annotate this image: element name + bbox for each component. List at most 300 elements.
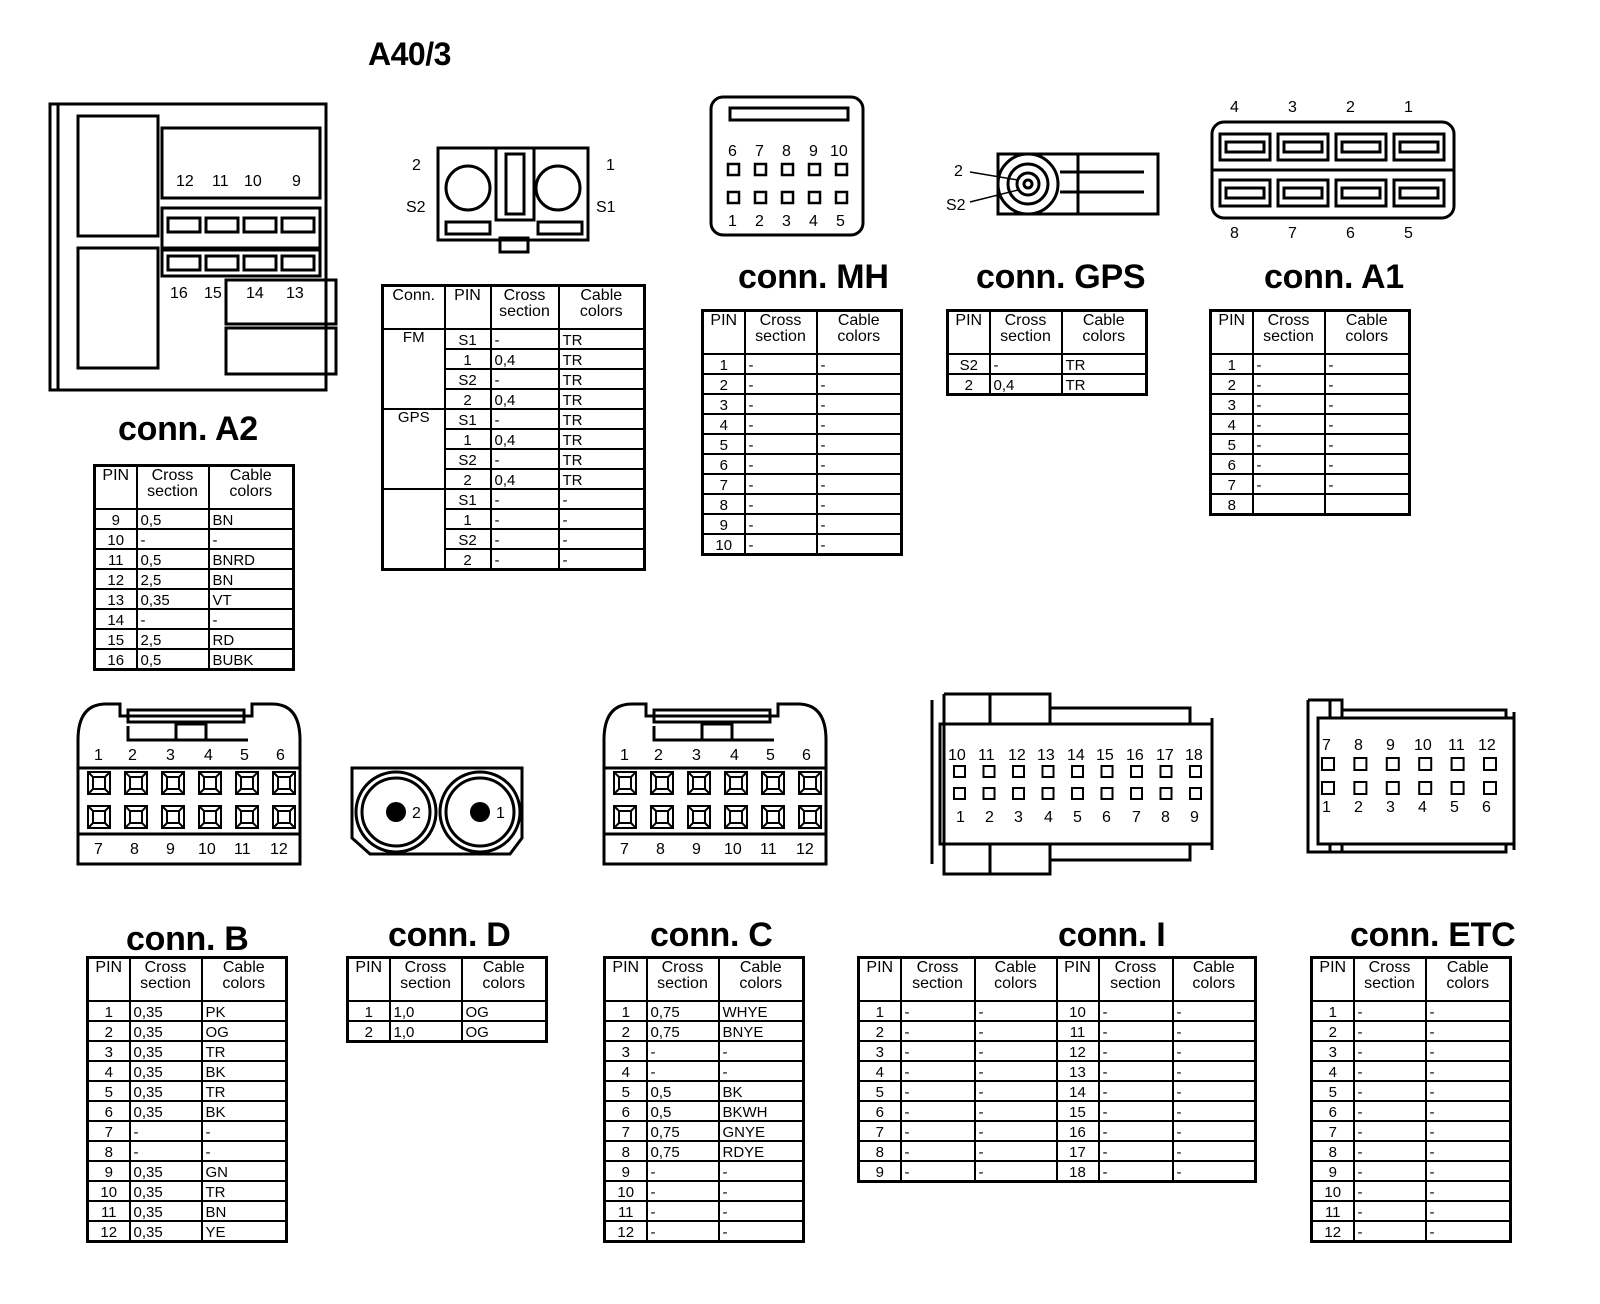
col-conn-header: Conn. — [383, 286, 445, 330]
pin-socket-inner — [167, 811, 179, 823]
cross-section-cell — [1253, 494, 1325, 515]
table-row — [859, 1121, 1256, 1141]
i-pin-label-6: 6 — [1102, 809, 1111, 826]
pin-socket-inner — [804, 777, 816, 789]
col-cross-header: Cross section — [491, 286, 559, 330]
pin-cell: 2 — [859, 1021, 901, 1041]
pin-socket — [1354, 758, 1366, 770]
conn-d-title: conn. D — [388, 916, 511, 954]
cross-section-cell: - — [1354, 1101, 1426, 1121]
a1-pin-label-2: 2 — [1346, 99, 1355, 116]
fmgps-label-2: 2 — [412, 157, 421, 174]
cable-color-cell: TR — [559, 469, 645, 489]
cross-section-cell: - — [1354, 1201, 1426, 1221]
cross-section-cell: - — [745, 434, 817, 454]
i-pin-label-2: 2 — [985, 809, 994, 826]
table-row — [95, 509, 294, 529]
pin-cell: 3 — [88, 1041, 130, 1061]
pin-socket — [1419, 758, 1431, 770]
pin-socket-inner — [278, 811, 290, 823]
cross-section-cell: 0,4 — [491, 469, 559, 489]
cross-section-cell: 0,5 — [137, 509, 209, 529]
col-colors-header: Cable colors — [817, 311, 902, 355]
cable-color-cell: YE — [202, 1221, 287, 1242]
table-row — [88, 1001, 287, 1021]
cable-color-cell: - — [1426, 1101, 1511, 1121]
col-pin-header: PIN — [88, 958, 130, 1002]
i-pin-label-10: 10 — [948, 747, 966, 764]
cable-color-cell: - — [1426, 1221, 1511, 1242]
pin-cell: 14 — [1057, 1081, 1099, 1101]
cross-section-cell: - — [901, 1021, 975, 1041]
pin-cell: 7 — [88, 1121, 130, 1141]
cable-color-cell: - — [1426, 1021, 1511, 1041]
table-row — [605, 1041, 804, 1061]
pin-cell: 4 — [1211, 414, 1253, 434]
pin-cell: 10 — [605, 1181, 647, 1201]
a2-pin-label-9: 9 — [292, 173, 301, 190]
table-row — [948, 374, 1147, 395]
table-row — [703, 434, 902, 454]
pin-cell: 13 — [1057, 1061, 1099, 1081]
table-row — [88, 1061, 287, 1081]
table-row — [88, 1201, 287, 1221]
b-pin-label-2: 2 — [128, 747, 137, 764]
pin-cell: 1 — [88, 1001, 130, 1021]
pin-socket-inner — [693, 777, 705, 789]
pin-cell: S1 — [445, 489, 491, 509]
c-pin-label-3: 3 — [692, 747, 701, 764]
pin-cell: 11 — [88, 1201, 130, 1221]
conn-i-title: conn. I — [1058, 916, 1166, 954]
table-row — [703, 394, 902, 414]
cross-section-cell: - — [491, 489, 559, 509]
conn-gps-drawing — [948, 146, 1168, 226]
cross-section-cell: 0,35 — [130, 1041, 202, 1061]
cross-section-cell: - — [1354, 1221, 1426, 1242]
cable-color-cell: BKWH — [719, 1101, 804, 1121]
cable-color-cell: BNYE — [719, 1021, 804, 1041]
pin-cell: 2 — [1312, 1021, 1354, 1041]
cross-section-cell: 0,4 — [491, 389, 559, 409]
table-row — [1211, 454, 1410, 474]
cable-color-cell: GN — [202, 1161, 287, 1181]
pin-cell: 2 — [605, 1021, 647, 1041]
table-row — [88, 1101, 287, 1121]
table-row — [348, 1021, 547, 1042]
cable-color-cell: - — [1325, 434, 1410, 454]
pin-cell: 12 — [1057, 1041, 1099, 1061]
cable-color-cell: BK — [202, 1101, 287, 1121]
table-row — [859, 1001, 1256, 1021]
table-row — [1312, 1041, 1511, 1061]
pin-cell: 2 — [948, 374, 990, 395]
b-pin-label-8: 8 — [130, 841, 139, 858]
pin-cell: S2 — [445, 449, 491, 469]
cable-color-cell: - — [719, 1181, 804, 1201]
table-row — [703, 534, 902, 555]
pin-socket-inner — [804, 811, 816, 823]
pin-cell: 1 — [1312, 1001, 1354, 1021]
cable-color-cell: BN — [209, 509, 294, 529]
pin-socket — [1072, 788, 1083, 799]
table-row — [1312, 1081, 1511, 1101]
table-row — [859, 1041, 1256, 1061]
pin-socket — [1072, 766, 1083, 777]
b-pin-label-3: 3 — [166, 747, 175, 764]
pin-cell: 6 — [88, 1101, 130, 1121]
i-pin-label-16: 16 — [1126, 747, 1144, 764]
cross-section-cell: - — [745, 514, 817, 534]
pin-cell: 2 — [88, 1021, 130, 1041]
conn-i-drawing — [930, 688, 1220, 880]
pin-cell: 4 — [703, 414, 745, 434]
conn-gps-title: conn. GPS — [976, 258, 1146, 296]
table-row — [383, 489, 645, 509]
c-pin-label-10: 10 — [724, 841, 742, 858]
cable-color-cell: - — [719, 1161, 804, 1181]
cross-section-cell: - — [901, 1101, 975, 1121]
pin-cell: 9 — [1312, 1161, 1354, 1181]
cable-color-cell: - — [1173, 1081, 1256, 1101]
conn-a1-title: conn. A1 — [1264, 258, 1404, 296]
table-row — [859, 1021, 1256, 1041]
cross-section-cell: - — [901, 1161, 975, 1182]
pin-socket-inner — [767, 811, 779, 823]
b-pin-label-1: 1 — [94, 747, 103, 764]
pin-socket-inner — [278, 777, 290, 789]
cross-section-cell: - — [130, 1141, 202, 1161]
c-pin-label-4: 4 — [730, 747, 739, 764]
pin-cell: 9 — [95, 509, 137, 529]
cross-section-cell: 0,35 — [130, 1181, 202, 1201]
cross-section-cell: 0,4 — [990, 374, 1062, 395]
b-pin-label-11: 11 — [234, 841, 251, 858]
cable-color-cell: - — [1325, 454, 1410, 474]
c-pin-label-5: 5 — [766, 747, 775, 764]
cross-section-cell: - — [1354, 1061, 1426, 1081]
cross-section-cell: 0,4 — [491, 349, 559, 369]
etc-pin-label-8: 8 — [1354, 737, 1363, 754]
cross-section-cell: 0,35 — [130, 1021, 202, 1041]
col-pin-header: PIN — [859, 958, 901, 1002]
col-pin-header: PIN — [703, 311, 745, 355]
pin-cell: 2 — [1211, 374, 1253, 394]
pin-cell: 8 — [1211, 494, 1253, 515]
a2-pin-label-14: 14 — [246, 285, 264, 302]
d-pin-label-1: 1 — [496, 805, 505, 822]
pin-cell: 6 — [605, 1101, 647, 1121]
pin-cell: 1 — [445, 349, 491, 369]
table-row — [605, 1081, 804, 1101]
cross-section-cell: 0,5 — [137, 649, 209, 670]
cable-color-cell: TR — [202, 1041, 287, 1061]
col-cross-header: Cross section — [990, 311, 1062, 355]
table-row — [1211, 374, 1410, 394]
pin-cell: 11 — [1312, 1201, 1354, 1221]
pin-socket-inner — [730, 811, 742, 823]
pin-socket — [1190, 788, 1201, 799]
cross-section-cell: - — [130, 1121, 202, 1141]
pin-cell: 3 — [605, 1041, 647, 1061]
cross-section-cell: - — [647, 1201, 719, 1221]
table-row — [1211, 354, 1410, 374]
gps-label-s2: S2 — [946, 197, 966, 214]
table-row — [605, 1201, 804, 1221]
b-pin-label-12: 12 — [270, 841, 288, 858]
cross-section-cell: - — [1253, 474, 1325, 494]
pin-socket — [1452, 758, 1464, 770]
pin-socket — [1131, 766, 1142, 777]
etc-pin-label-6: 6 — [1482, 799, 1491, 816]
table-row — [95, 629, 294, 649]
cross-section-cell: - — [1354, 1181, 1426, 1201]
pin-cell: 4 — [88, 1061, 130, 1081]
pin-cell: 7 — [1211, 474, 1253, 494]
cable-color-cell: - — [817, 434, 902, 454]
cable-color-cell: - — [817, 514, 902, 534]
pin-cell: 17 — [1057, 1141, 1099, 1161]
pin-cell: S2 — [948, 354, 990, 374]
pin-socket — [984, 766, 995, 777]
table-row — [88, 1021, 287, 1041]
cable-color-cell: - — [202, 1121, 287, 1141]
pin-socket — [1161, 766, 1172, 777]
pin-cell: 1 — [703, 354, 745, 374]
col-cross-header: Cross section — [137, 466, 209, 510]
cross-section-cell: - — [647, 1061, 719, 1081]
pin-cell: 2 — [445, 469, 491, 489]
pin-cell: 8 — [88, 1141, 130, 1161]
cross-section-cell: 0,35 — [137, 589, 209, 609]
pin-socket — [1043, 788, 1054, 799]
conn-c-title: conn. C — [650, 916, 773, 954]
cable-color-cell: - — [559, 509, 645, 529]
cross-section-cell: - — [1099, 1001, 1173, 1021]
cable-color-cell: - — [719, 1201, 804, 1221]
a2-pin-label-15: 15 — [204, 285, 222, 302]
table-row — [703, 494, 902, 514]
pin-socket-inner — [656, 811, 668, 823]
cross-section-cell: - — [1253, 414, 1325, 434]
conn-a1-drawing — [1210, 94, 1460, 244]
mh-pin-label-2: 2 — [755, 213, 764, 230]
cable-color-cell: BN — [202, 1201, 287, 1221]
etc-pin-label-5: 5 — [1450, 799, 1459, 816]
pin-cell: 6 — [1312, 1101, 1354, 1121]
table-row — [859, 1081, 1256, 1101]
cable-color-cell: - — [1426, 1081, 1511, 1101]
pin-socket-inner — [167, 777, 179, 789]
pin-cell: 7 — [859, 1121, 901, 1141]
i-pin-label-1: 1 — [956, 809, 965, 826]
pin-socket-inner — [656, 777, 668, 789]
cable-color-cell: - — [1426, 1041, 1511, 1061]
cross-section-cell: - — [1099, 1141, 1173, 1161]
mh-pin-label-9: 9 — [809, 143, 818, 160]
cross-section-cell: - — [491, 449, 559, 469]
pin-cell: 4 — [605, 1061, 647, 1081]
conn-mh-title: conn. MH — [738, 258, 889, 296]
cross-section-cell: 0,35 — [130, 1061, 202, 1081]
cable-color-cell: OG — [462, 1001, 547, 1021]
table-row — [703, 354, 902, 374]
conn-mh-drawing — [708, 94, 868, 240]
cross-section-cell: - — [1253, 354, 1325, 374]
cross-section-cell: - — [745, 474, 817, 494]
mh-pin-label-7: 7 — [755, 143, 764, 160]
cross-section-cell: - — [491, 509, 559, 529]
table-row — [1211, 494, 1410, 515]
pin-cell: 5 — [88, 1081, 130, 1101]
a1-pin-label-5: 5 — [1404, 225, 1413, 242]
pin-cell: 1 — [859, 1001, 901, 1021]
i-pin-label-12: 12 — [1008, 747, 1026, 764]
cross-section-cell: 0,35 — [130, 1161, 202, 1181]
cable-color-cell: - — [719, 1061, 804, 1081]
col-pin-header: PIN — [1312, 958, 1354, 1002]
cable-color-cell: OG — [202, 1021, 287, 1041]
col-cross-header: Cross section — [647, 958, 719, 1002]
pin-cell: 15 — [1057, 1101, 1099, 1121]
table-row — [1312, 1141, 1511, 1161]
cable-color-cell: - — [817, 474, 902, 494]
etc-pin-label-2: 2 — [1354, 799, 1363, 816]
c-pin-label-6: 6 — [802, 747, 811, 764]
col-colors-header: Cable colors — [1173, 958, 1256, 1002]
c-pin-label-8: 8 — [656, 841, 665, 858]
pin-cell: 3 — [703, 394, 745, 414]
conn-a2-title: conn. A2 — [118, 410, 258, 448]
cross-section-cell: - — [745, 494, 817, 514]
col-pin-header: PIN — [348, 958, 390, 1002]
table-row — [88, 1181, 287, 1201]
pin-cell: 11 — [605, 1201, 647, 1221]
pin-cell: 10 — [1312, 1181, 1354, 1201]
pin-cell: 7 — [1312, 1121, 1354, 1141]
c-pin-label-2: 2 — [654, 747, 663, 764]
pin-cell: 15 — [95, 629, 137, 649]
cable-color-cell: PK — [202, 1001, 287, 1021]
pin-cell: 1 — [445, 429, 491, 449]
cable-color-cell: - — [209, 529, 294, 549]
conn-a2-drawing — [46, 100, 346, 400]
col-cross-header: Cross section — [901, 958, 975, 1002]
table-row — [1312, 1001, 1511, 1021]
pin-socket — [1190, 766, 1201, 777]
pin-socket — [1387, 782, 1399, 794]
col-pin-header: PIN — [1211, 311, 1253, 355]
cross-section-cell: 0,35 — [130, 1001, 202, 1021]
cross-section-cell: - — [491, 529, 559, 549]
cable-color-cell: - — [817, 494, 902, 514]
cross-section-cell: - — [1099, 1121, 1173, 1141]
cable-color-cell: - — [817, 534, 902, 555]
table-row — [859, 1141, 1256, 1161]
pin-cell: 6 — [859, 1101, 901, 1121]
conn-fmgps-drawing — [406, 146, 630, 256]
cross-section-cell: 0,75 — [647, 1121, 719, 1141]
cross-section-cell: - — [901, 1041, 975, 1061]
fmgps-label-1: 1 — [606, 157, 615, 174]
i-pin-label-9: 9 — [1190, 809, 1199, 826]
cable-color-cell: - — [975, 1141, 1057, 1161]
pin-socket-inner — [241, 811, 253, 823]
pin-socket — [1102, 766, 1113, 777]
table-row — [605, 1221, 804, 1242]
cable-color-cell: BUBK — [209, 649, 294, 670]
cable-color-cell: - — [1426, 1181, 1511, 1201]
cable-color-cell: OG — [462, 1021, 547, 1042]
cross-section-cell: - — [491, 329, 559, 349]
etc-pin-label-11: 11 — [1448, 737, 1465, 754]
cable-color-cell: RDYE — [719, 1141, 804, 1161]
pin-socket — [1484, 758, 1496, 770]
table-row — [1312, 1101, 1511, 1121]
pin-cell: 1 — [605, 1001, 647, 1021]
cable-color-cell: - — [975, 1061, 1057, 1081]
table-row — [605, 1121, 804, 1141]
cable-color-cell: BK — [719, 1081, 804, 1101]
fmgps-label-s2: S2 — [406, 199, 426, 216]
table-row — [1211, 434, 1410, 454]
cross-section-cell: - — [745, 454, 817, 474]
pin-socket — [1013, 788, 1024, 799]
cable-color-cell: - — [1426, 1141, 1511, 1161]
pin-cell: 8 — [1312, 1141, 1354, 1161]
i-pin-label-15: 15 — [1096, 747, 1114, 764]
pin-cell: 2 — [348, 1021, 390, 1042]
a2-pin-label-10: 10 — [244, 173, 262, 190]
cable-color-cell: - — [1173, 1001, 1256, 1021]
cross-section-cell: 0,5 — [647, 1101, 719, 1121]
pin-socket-inner — [130, 811, 142, 823]
conn-mh-table — [701, 309, 903, 556]
conn-i-table — [857, 956, 1257, 1183]
col-colors-header: Cable colors — [975, 958, 1057, 1002]
cable-color-cell: - — [719, 1041, 804, 1061]
pin-cell: 16 — [95, 649, 137, 670]
table-row — [1312, 1061, 1511, 1081]
cross-section-cell: - — [745, 394, 817, 414]
cross-section-cell: - — [1253, 454, 1325, 474]
cable-color-cell: WHYE — [719, 1001, 804, 1021]
cable-color-cell: - — [1325, 354, 1410, 374]
mh-pin-label-5: 5 — [836, 213, 845, 230]
pin-cell: 9 — [703, 514, 745, 534]
cross-section-cell: - — [1253, 394, 1325, 414]
cross-section-cell: 0,35 — [130, 1201, 202, 1221]
table-row — [1312, 1181, 1511, 1201]
pin-socket-inner — [93, 777, 105, 789]
pin-cell: 6 — [703, 454, 745, 474]
col-cross-header: Cross section — [390, 958, 462, 1002]
a2-pin-label-16: 16 — [170, 285, 188, 302]
cross-section-cell: - — [137, 609, 209, 629]
cross-section-cell: - — [901, 1121, 975, 1141]
cross-section-cell: - — [1354, 1161, 1426, 1181]
pin-cell: 10 — [703, 534, 745, 555]
etc-pin-label-4: 4 — [1418, 799, 1427, 816]
cable-color-cell: BK — [202, 1061, 287, 1081]
table-row — [95, 529, 294, 549]
cable-color-cell: - — [719, 1221, 804, 1242]
pin-cell: 10 — [95, 529, 137, 549]
pin-cell: 12 — [95, 569, 137, 589]
b-pin-label-9: 9 — [166, 841, 175, 858]
conn-group-cell: GPS — [383, 409, 445, 489]
pin-cell: 3 — [859, 1041, 901, 1061]
